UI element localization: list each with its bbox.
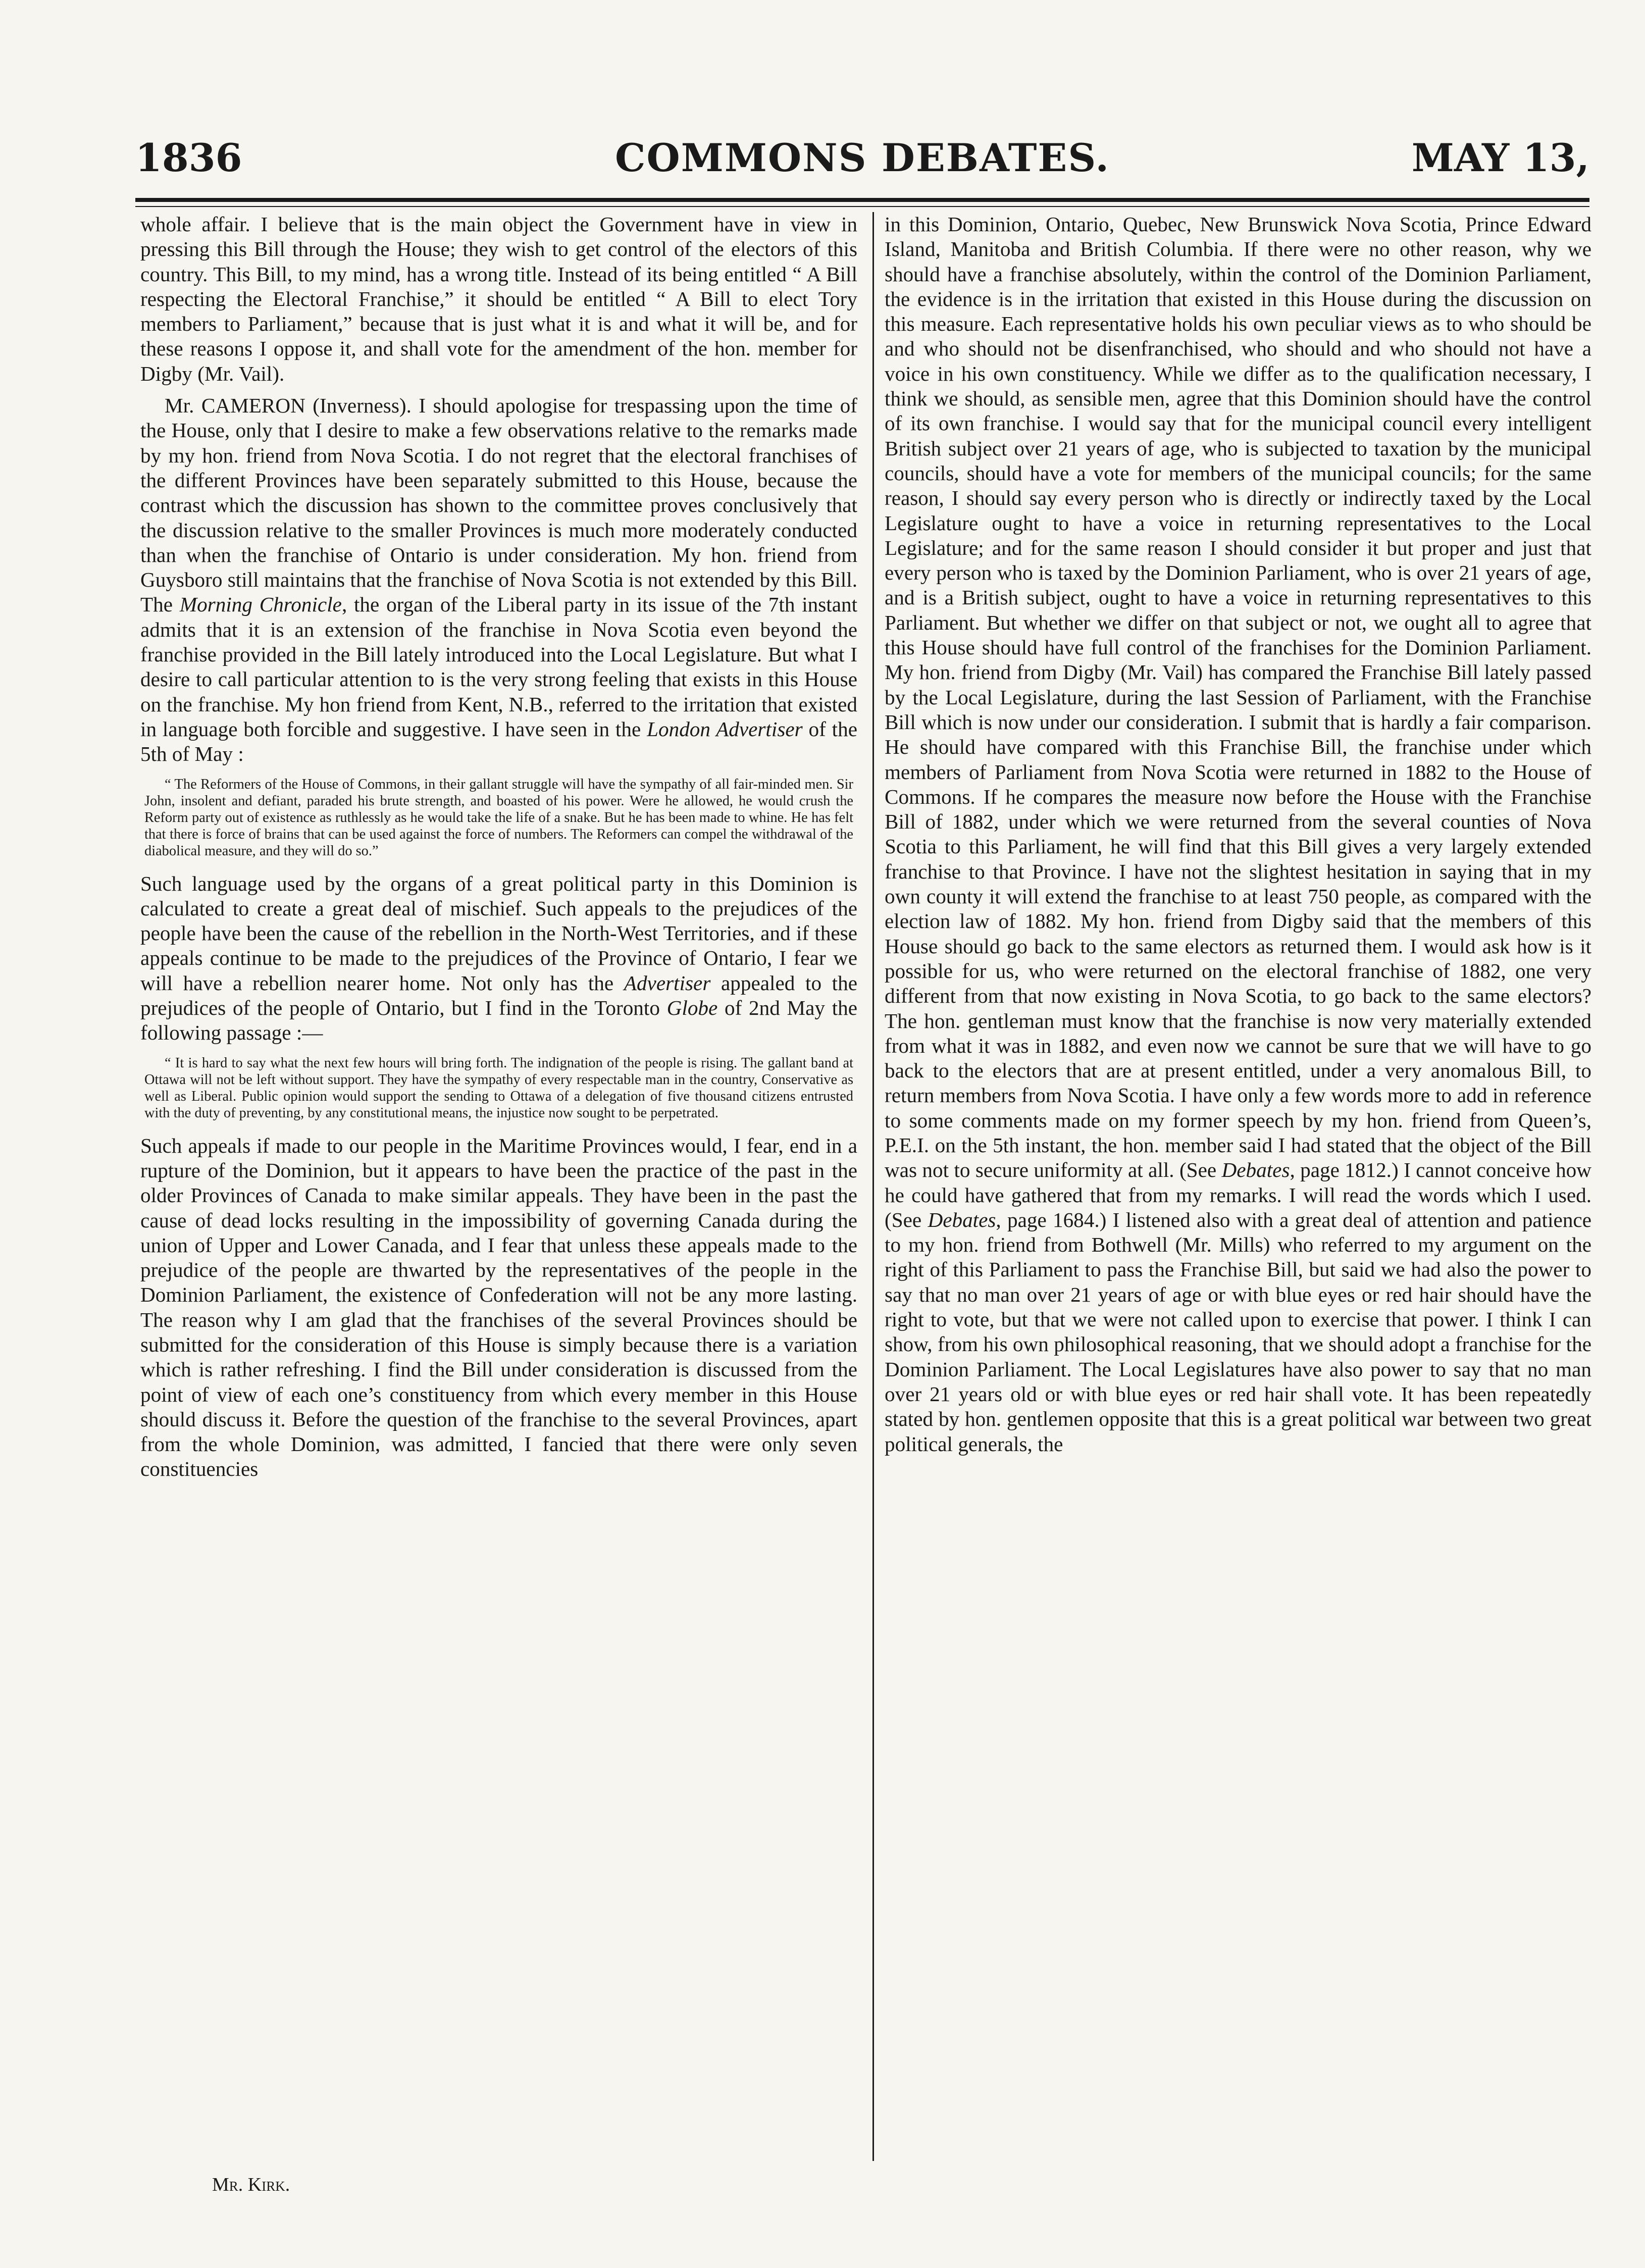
right-column [885, 212, 1591, 1457]
left-paragraph-3: Such language used by the organs of a great political party in this Dominion is calculated to create a great deal of mischief. Such appeals to the prejudices of the people have been the cause of the rebellion in the North-West Territories, and if these appeals continue to be made to the prejudices of the Province of Ontario, I fear we will have a rebellion nearer home. Not only has the Advertiser appealed to the prejudices of the people of Ontario, but I find in the Toronto Globe of 2nd May the following passage :— [140, 871, 858, 1045]
left-paragraph-4: Such appeals if made to our people in the Maritime Provinces would, I fear, end in a rupture of the Dominion, but it appears to have been the practice of the past in the older Provinces of Canada to make similar appeals. They have been in the past the cause of dead locks resulting in the impossibility of governing Canada during the union of Upper and Lower Canada, and I fear that unless these appeals made to the prejudice of the people are thwarted by the representatives of the people in the Dominion Parliament, the existence of Confederation will not be any more lasting. The reason why I am glad that the franchises of the several Provinces should be submitted for the consideration of this House is simply because there is a variation which is rather refreshing. I find the Bill under consideration is discussed from the point of view of each one’s constituency from which every member in this House should discuss it. Before the question of the franchise to the several Provinces, apart from the whole Dominion, was admitted, I fancied that there were only seven constituencies [140, 1133, 857, 1481]
quotation-advertiser: “ The Reformers of the House of Commons, in their gallant struggle will have the sympathy of all fair-minded men. Sir John, insolent and defiant, paraded his brute strength, and boasted of his power. Were he allowed, he would crush the Reform party out of existence as ruthlessly as he would take the life of a snake. But he has been made to whine. He has felt that there is force of brains that can be used against the force of numbers. The Reformers can compel the withdrawal of the diabolical measure, and they will do so.” [144, 776, 853, 859]
left-paragraph-1: whole affair. I believe that is the main object the Government have in view in pressing this Bill through the House; they wish to get control of the electors of this country. This Bill, to my mind, has a wrong title. Instead of its being entitled “ A Bill respecting the Electoral Franchise,” it should be entitled “ A Bill to elect Tory members to Parliament,” because that is just what it is and what it will be, and for these reasons I oppose it, and shall vote for the amendment of the hon. member for Digby (Mr. Vail). [140, 213, 857, 385]
footer-name: Mr. Kirk. [212, 2174, 290, 2195]
newspaper-name: Advertiser [624, 971, 711, 995]
page-number: 1836 [135, 135, 242, 180]
left-column [140, 212, 857, 1482]
page-date: MAY 13, [1411, 135, 1589, 180]
newspaper-name: London Advertiser [647, 717, 803, 741]
newspaper-name: Morning Chronicle [179, 593, 342, 616]
left-paragraph-2: Mr. CAMERON (Inverness). I should apologise for trespassing upon the time of the House, only that I desire to make a few observations relative to the remarks made by my hon. friend from Nova Scotia. I do not regret that the electoral franchises of the different Provinces have been separately submitted to this House, because the contrast which the discussion has shown to the committee proves conclusively that the discussion relative to the smaller Provinces is much more moderately conducted than when the franchise of Ontario is under consideration. My hon. friend from Guysboro still maintains that the franchise of Nova Scotia is not extended by this Bill. The Morning Chronicle, the organ of the Liberal party in its issue of the 7th instant admits that it is an extension of the franchise in Nova Scotia even beyond the franchise provided in the Bill lately introduced into the Local Legislature. But what I desire to call particular attention to is the very strong feeling that exists in this House on the franchise. My hon friend from Kent, N.B., referred to the irritation that existed in language both forcible and suggestive. I have seen in the London Advertiser of the 5th of May : [140, 394, 858, 766]
header-rule-thin [135, 206, 1589, 207]
page-title: COMMONS DEBATES. [615, 135, 1110, 180]
column-divider [872, 212, 874, 2161]
page-header [135, 135, 1589, 191]
publication-name: Debates [928, 1208, 996, 1231]
header-rule [135, 198, 1589, 202]
newspaper-name: Globe [666, 996, 718, 1020]
quotation-globe: “ It is hard to say what the next few hours will bring forth. The indignation of the people is rising. The gallant band at Ottawa will not be left without support. They have the sympathy of every respectable man in the country, Conservative as well as Liberal. Public opinion would support the sending to Ottawa of a delegation of five thousand citizens entrusted with the duty of preventing, by any constitutional means, the injustice now sought to be perpetrated. [144, 1055, 853, 1121]
page-footer [212, 2174, 290, 2196]
right-paragraph-1: in this Dominion, Ontario, Quebec, New Brunswick Nova Scotia, Prince Edward Island, Manitoba and British Columbia. If there were no other reason, why we should have a franchise absolutely, within the control of the Dominion Parliament, the evidence is in the irritation that existed in this House during the discussion on this measure. Each representative holds his own peculiar views as to who should be and who should not be disenfranchised, who should and who should not have a voice in his own constituency. While we differ as to the qualification necessary, I think we should, as sensible men, agree that this Dominion should have the control of its own franchise. I would say that for the municipal council every intelligent British subject over 21 years of age, who is subjected to taxation by the municipal councils, should have a vote for members of the municipal councils; for the same reason, I should say every person who is directly or indirectly taxed by the Local Legislature ought to have a voice in returning representatives to the Local Legislature; and for the same reason I should consider it but proper and just that every person who is taxed by the Dominion Parliament, who is over 21 years of age, and is a British subject, ought to have a voice in returning representatives to this Parliament. But whether we differ on that subject or not, we ought all to agree that this House should have full control of the franchises for the Dominion Parliament. My hon. friend from Digby (Mr. Vail) has compared the Franchise Bill lately passed by the Local Legislature, during the last Session of Parliament, with the Franchise Bill which is now under our consideration. I submit that is hardly a fair comparison. He should have compared with this Franchise Bill, the franchise under which members of Parliament from Nova Scotia were returned in 1882 to the House of Commons. If he compares the measure now before the House with the Franchise Bill of 1882, under which we were returned from the several counties of Nova Scotia to this Parliament, he will find that this Bill gives a very largely extended franchise to that Province. I have not the slightest hesitation in saying that in my own county it will extend the franchise to at least 750 people, as compared with the election law of 1882. My hon. friend from Digby said that the members of this House should go back to the same electors as returned them. I would ask how is it possible for us, who were returned on the electoral franchise of 1882, one very different from that now existing in Nova Scotia, to go back to the same electors? The hon. gentleman must know that the franchise is now very materially extended from what it was in 1882, and even now we cannot be sure that we will have to go back to the electors that are at present entitled, under a very anomalous Bill, to return members from Nova Scotia. I have only a few words more to add in reference to some comments made on my former speech by my hon. friend from Queen’s, P.E.I. on the 5th instant, the hon. member said I had stated that the object of the Bill was not to secure uniformity at all. (See Debates, page 1812.) I cannot conceive how he could have gathered that from my remarks. I will read the words which I used. (See Debates, page 1684.) I listened also with a great deal of attention and patience to my hon. friend from Bothwell (Mr. Mills) who referred to my argument on the right of this Parliament to pass the Franchise Bill, but said we had also the power to say that no man over 21 years of age or with blue eyes or red hair should have the right to vote, but that we were not called upon to exercise that power. I think I can show, from his own philosophical reasoning, that we should adopt a franchise for the Dominion Parliament. The Local Legislatures have also power to say that no man over 21 years old or with blue eyes or red hair shall vote. It has been repeatedly stated by hon. gentlemen opposite that this is a great political war between two great political generals, the [885, 213, 1592, 1456]
publication-name: Debates [1221, 1158, 1290, 1182]
